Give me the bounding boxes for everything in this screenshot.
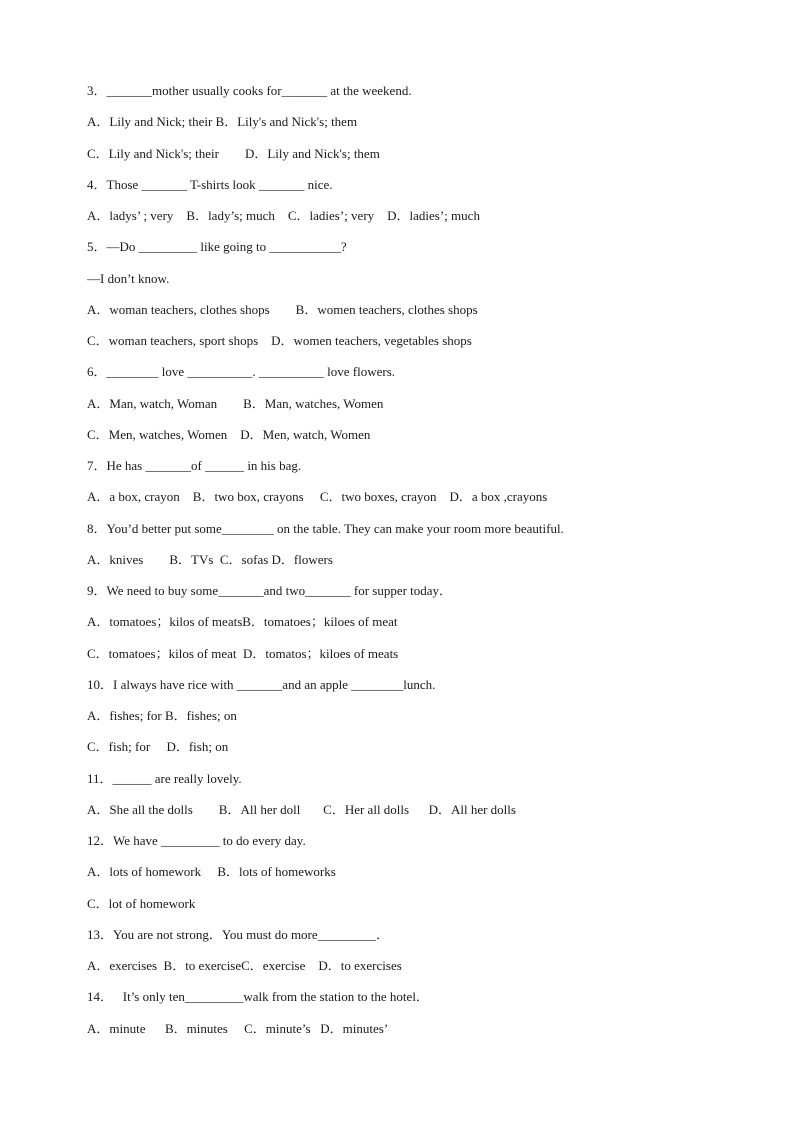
- text-line: 6．________ love __________. __________ love flowers.: [87, 364, 396, 380]
- text-line: 5．—Do _________ like going to ___________?: [87, 239, 347, 255]
- text-line: C．Men, watches, Women D．Men, watch, Women: [87, 426, 371, 442]
- text-line: 10．I always have rice with _______and an apple ________lunch.: [87, 676, 436, 692]
- text-line: A．Man, watch, Woman B．Man, watches, Women: [87, 395, 384, 411]
- text-line: A．lots of homework B．lots of homeworks: [87, 864, 336, 880]
- text-line: A．exercises B．to exerciseC．exercise D．to exercises: [87, 958, 402, 973]
- text-line: A．minute B．minutes C．minute’s D．minutes’: [87, 1020, 389, 1036]
- question-list: [87, 82, 767, 1051]
- text-line: 3．_______mother usually cooks for_______ at the weekend.: [87, 83, 412, 98]
- text-line: 11．______ are really lovely.: [87, 770, 242, 786]
- text-line: C．woman teachers, sport shops D．women teachers, vegetables shops: [87, 333, 472, 348]
- text-line: C．fish; for D．fish; on: [87, 739, 229, 755]
- text-line: C．lot of homework: [87, 895, 196, 911]
- text-line: A．a box, crayon B．two box, crayons C．two boxes, crayon D．a box ,crayons: [87, 489, 548, 505]
- text-line: A．Lily and Nick; their B．Lily's and Nick's; them: [87, 114, 358, 130]
- text-line: 12．We have _________ to do every day.: [87, 833, 306, 848]
- text-line: 13．You are not strong．You must do more_________．: [87, 926, 390, 942]
- text-line: A．fishes; for B．fishes; on: [87, 708, 237, 723]
- text-line: C．tomatoes；kilos of meat D．tomatos；kiloes of meats: [87, 645, 399, 661]
- text-line: A．ladys’ ; very B．lady’s; much C．ladies’; very D．ladies’; much: [87, 208, 480, 223]
- text-line: A．knives B．TVs C．sofas D．flowers: [87, 551, 333, 567]
- text-line: A．woman teachers, clothes shops B．women teachers, clothes shops: [87, 301, 478, 317]
- text-line: A．tomatoes；kilos of meatsB．tomatoes；kiloes of meat: [87, 614, 398, 630]
- text-line: 9．We need to buy some_______and two_______ for supper today．: [87, 583, 453, 598]
- text-line: —I don’t know.: [87, 270, 170, 286]
- text-line: 4．Those _______ T-shirts look _______ nice.: [87, 176, 333, 192]
- text-line: 7．He has _______of ______ in his bag.: [87, 458, 302, 473]
- text-line: 8．You’d better put some________ on the table. They can make your room more beautiful.: [87, 520, 564, 536]
- text-line: A．She all the dolls B．All her doll C．Her all dolls D．All her dolls: [87, 801, 516, 817]
- text-line: C．Lily and Nick's; their D．Lily and Nick's; them: [87, 145, 380, 161]
- text-line: 14． It’s only ten_________walk from the station to the hotel．: [87, 989, 429, 1005]
